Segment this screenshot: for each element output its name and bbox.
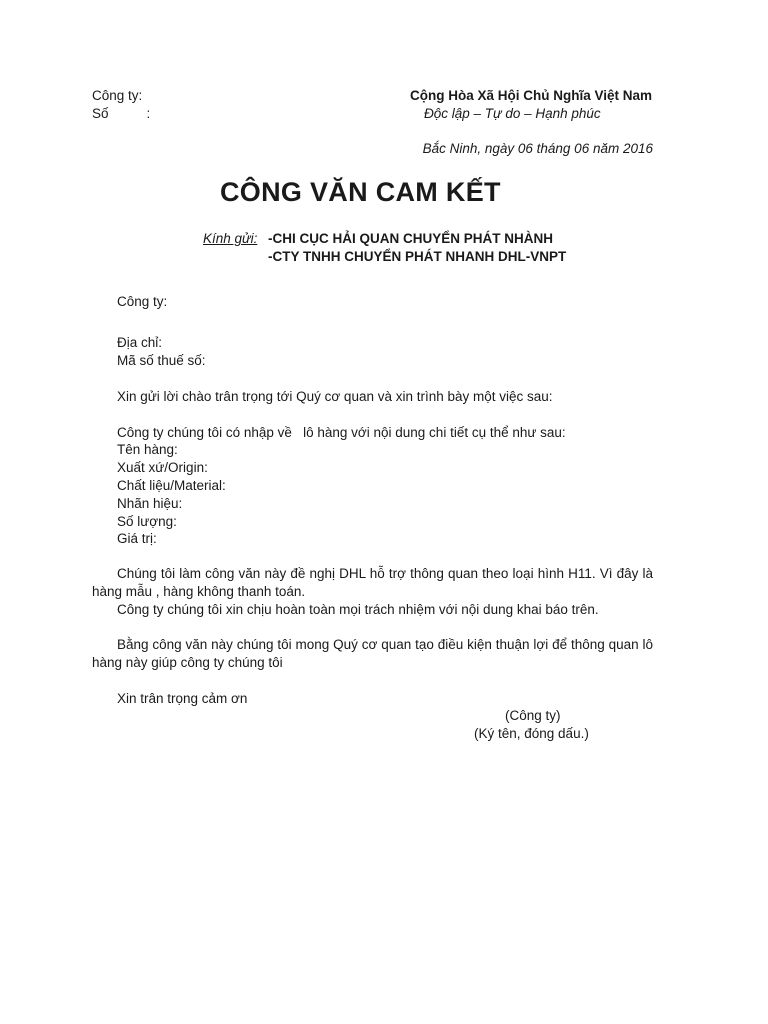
field-quantity: Số lượng:	[117, 514, 177, 529]
recipient-label: Kính gửi:	[203, 231, 258, 246]
import-intro: Công ty chúng tôi có nhập về lô hàng với nội dung chi tiết cụ thể như sau:	[117, 425, 566, 440]
field-brand: Nhãn hiệu:	[117, 496, 183, 511]
info-company: Công ty:	[117, 294, 168, 309]
recipient-line-1: -CHI CỤC HẢI QUAN CHUYỂN PHÁT NHÀNH	[268, 231, 553, 246]
hope-paragraph: Bằng công văn này chúng tôi mong Quý cơ quan tạo điều kiện thuận lợi để thông quan lô hàng này giúp công ty chúng tôi	[92, 637, 653, 670]
signature-company: (Công ty)	[505, 708, 561, 723]
republic-heading: Cộng Hòa Xã Hội Chủ Nghĩa Việt Nam	[409, 88, 652, 103]
place-date: Bắc Ninh, ngày 06 tháng 06 năm 2016	[422, 141, 653, 156]
field-value: Giá trị:	[117, 531, 157, 546]
page-title: CÔNG VĂN CAM KẾT	[220, 177, 501, 207]
field-origin: Xuất xứ/Origin:	[117, 460, 208, 475]
document-number-label	[92, 105, 150, 123]
info-address: Địa chỉ:	[117, 335, 163, 350]
number-label: Số	[92, 106, 109, 121]
company-label: Công ty:	[92, 88, 143, 103]
signature-sign-seal: (Ký tên, đóng dấu.)	[474, 726, 589, 741]
thanks-line: Xin trân trọng cảm ơn	[117, 691, 248, 706]
request-paragraph: Chúng tôi làm công văn này đề nghị DHL hỗ trợ thông quan theo loại hình H11. Vì đây là hàng mẫu , hàng không thanh toán.	[92, 566, 653, 599]
national-motto: Độc lập – Tự do – Hạnh phúc	[424, 106, 601, 121]
number-colon: :	[146, 106, 151, 121]
field-goods-name: Tên hàng:	[117, 442, 178, 457]
responsibility-paragraph: Công ty chúng tôi xin chịu hoàn toàn mọi trách nhiệm với nội dung khai báo trên.	[117, 602, 599, 617]
field-material: Chất liệu/Material:	[117, 478, 226, 493]
recipient-line-2: -CTY TNHH CHUYỂN PHÁT NHANH DHL-VNPT	[268, 249, 567, 264]
info-tax-code: Mã số thuế số:	[117, 353, 206, 368]
greeting-paragraph: Xin gửi lời chào trân trọng tới Quý cơ quan và xin trình bày một việc sau:	[117, 389, 553, 404]
